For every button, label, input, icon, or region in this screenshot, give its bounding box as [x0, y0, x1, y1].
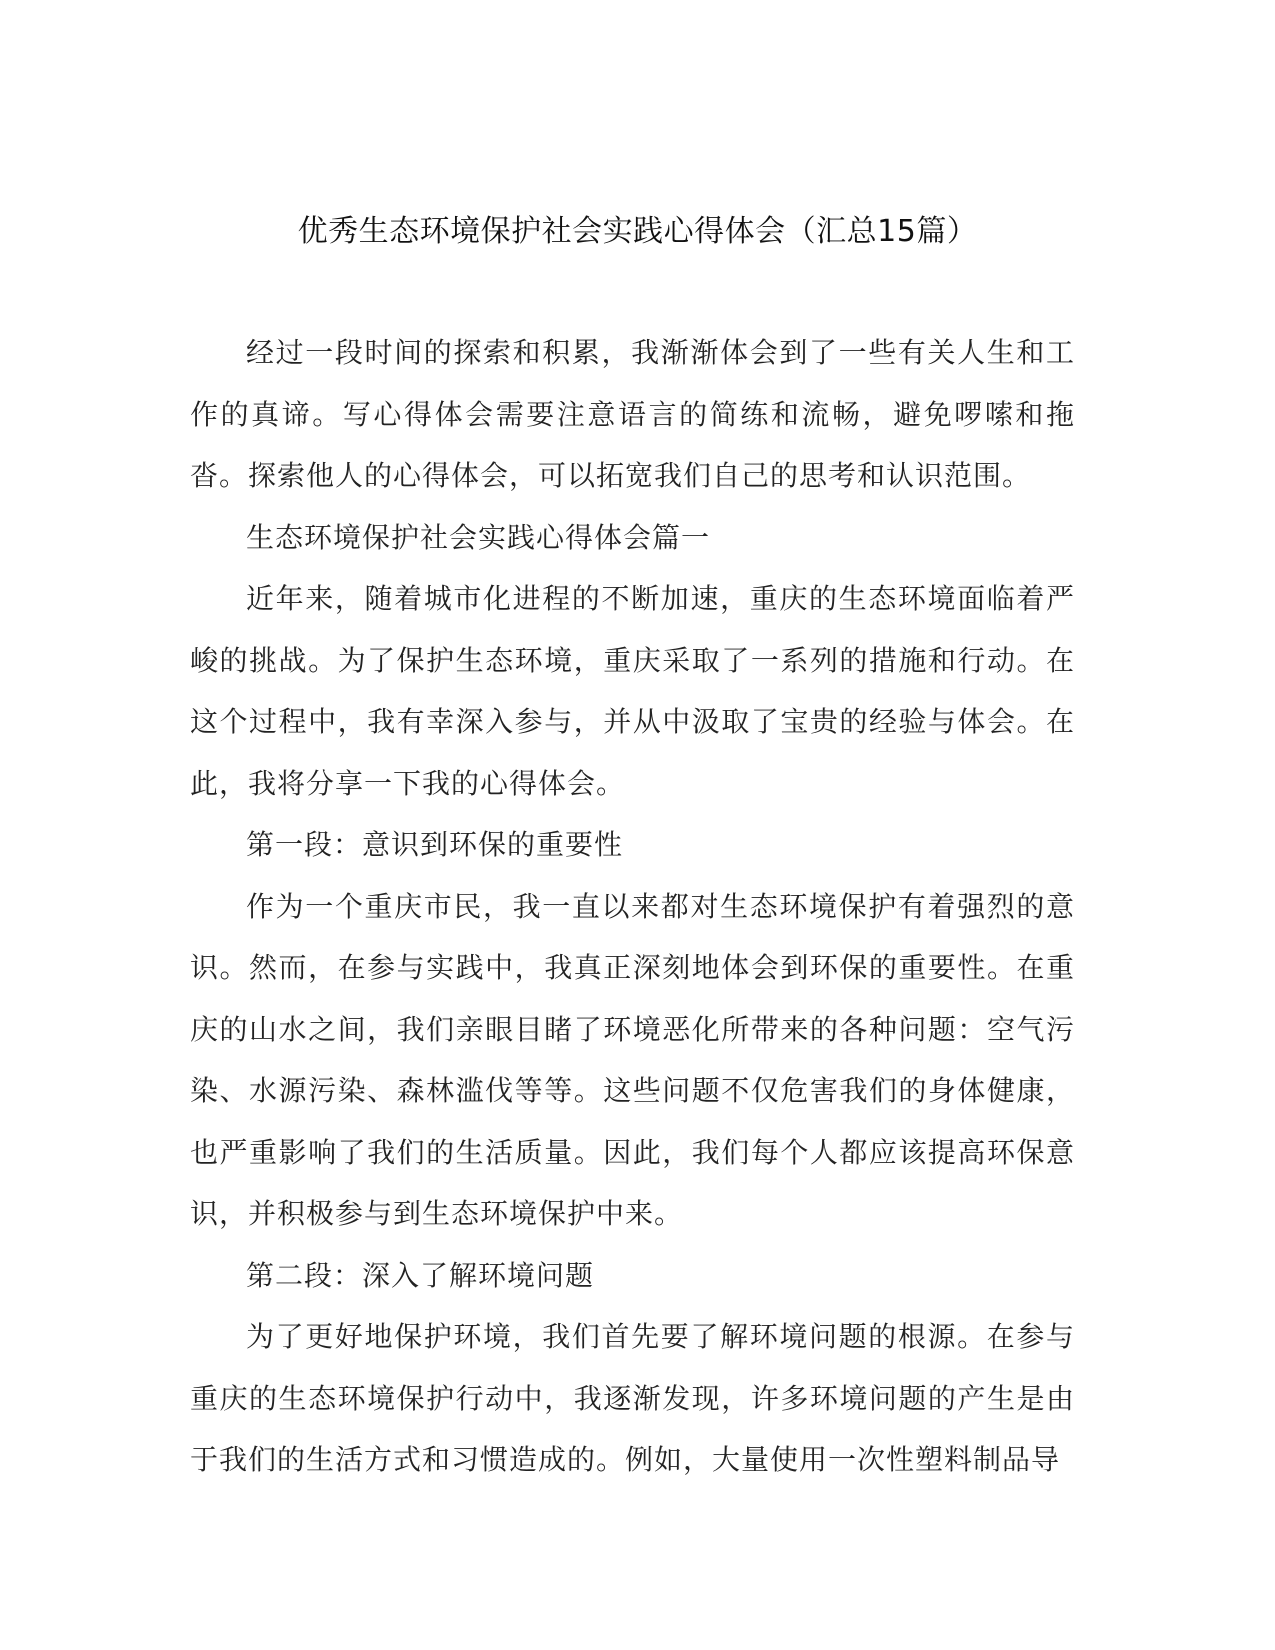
- paragraph: 作为一个重庆市民，我一直以来都对生态环境保护有着强烈的意识。然而，在参与实践中，我真正深刻地体会到环保的重要性。在重庆的山水之间，我们亲眼目睹了环境恶化所带来的各种问题：空气污染、水源污染、森林滥伐等等。这些问题不仅危害我们的身体健康，也严重影响了我们的生活质量。因此，我们每个人都应该提高环保意识，并积极参与到生态环境保护中来。: [190, 889, 1075, 1230]
- section-heading: 生态环境保护社会实践心得体会篇一: [246, 520, 711, 554]
- paragraph: 近年来，随着城市化进程的不断加速，重庆的生态环境面临着严峻的挑战。为了保护生态环境，重庆采取了一系列的措施和行动。在这个过程中，我有幸深入参与，并从中汲取了宝贵的经验与体会。在此，我将分享一下我的心得体会。: [190, 582, 1075, 800]
- document-body: [190, 322, 1075, 1491]
- subsection-heading: 第一段：意识到环保的重要性: [246, 828, 624, 861]
- subsection-heading: 第二段：深入了解环境问题: [246, 1258, 595, 1292]
- paragraph-intro: 经过一段时间的探索和积累，我渐渐体会到了一些有关人生和工作的真谛。写心得体会需要注意语言的简练和流畅，避免啰嗦和拖沓。探索他人的心得体会，可以拓宽我们自己的思考和认识范围。: [190, 336, 1075, 492]
- document-title: 优秀生态环境保护社会实践心得体会（汇总15篇）: [297, 214, 978, 249]
- paragraph: 为了更好地保护环境，我们首先要了解环境问题的根源。在参与重庆的生态环境保护行动中，我逐渐发现，许多环境问题的产生是由于我们的生活方式和习惯造成的。例如，大量使用一次性塑料制品导: [190, 1320, 1075, 1476]
